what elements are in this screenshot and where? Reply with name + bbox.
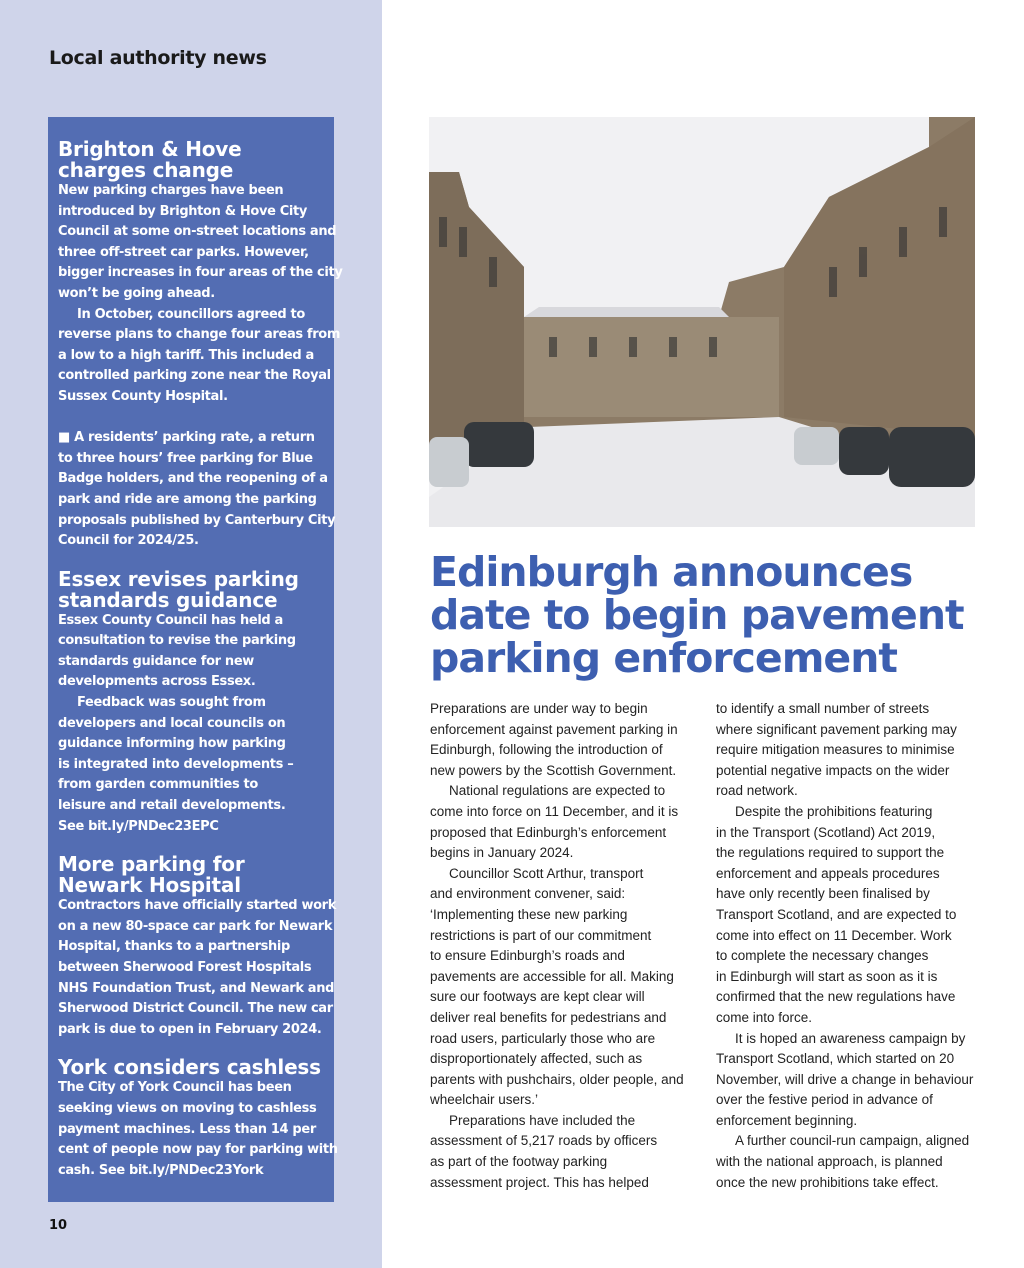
- text-line: ■ A residents’ parking rate, a return: [58, 430, 315, 446]
- headline-line: Edinburgh announces: [430, 548, 913, 596]
- text-line: Edinburgh, following the introduction of: [430, 742, 663, 758]
- text-line: in Edinburgh will start as soon as it is: [716, 968, 938, 984]
- text-line: to complete the necessary changes: [716, 948, 929, 964]
- text-line: The City of York Council has been: [58, 1080, 292, 1096]
- headline-line: date to begin pavement: [430, 591, 964, 639]
- paragraph: [430, 864, 710, 1111]
- text-line: from garden communities to: [58, 777, 258, 793]
- text-line: leisure and retail developments.: [58, 798, 286, 814]
- text-line: in the Transport (Scotland) Act 2019,: [716, 824, 936, 840]
- story-heading: Essex revises parking: [58, 566, 299, 591]
- paragraph: [716, 699, 996, 802]
- text-line: enforcement beginning.: [716, 1112, 858, 1128]
- paragraph: [58, 305, 341, 408]
- text-line: disproportionately affected, such as: [430, 1051, 643, 1067]
- text-line: Preparations are under way to begin: [430, 701, 648, 716]
- paragraph: [58, 1078, 338, 1181]
- text-line: Sussex County Hospital.: [58, 388, 228, 404]
- text-line: It is hoped an awareness campaign by: [735, 1030, 966, 1046]
- story-heading: standards guidance: [58, 587, 278, 612]
- paragraph: [58, 896, 337, 1040]
- story-heading: charges change: [58, 158, 234, 182]
- text-line: enforcement against pavement parking in: [430, 721, 678, 737]
- text-line: standards guidance for new: [58, 653, 254, 669]
- text-line: and environment convener, said:: [430, 886, 626, 902]
- text-line: Preparations have included the: [449, 1112, 636, 1128]
- text-line: wheelchair users.’: [430, 1092, 539, 1108]
- paragraph: [58, 181, 343, 305]
- text-line: begins in January 2024.: [430, 845, 574, 861]
- text-line: sure our footways are kept clear will: [430, 989, 645, 1005]
- text-line: developers and local councils on: [58, 715, 286, 731]
- text-line: confirmed that the new regulations have: [716, 989, 956, 1005]
- text-line: cash. See bit.ly/PNDec23York: [58, 1162, 264, 1178]
- text-line: is integrated into developments –: [58, 756, 294, 772]
- text-line: proposed that Edinburgh’s enforcement: [430, 824, 667, 840]
- story-heading: More parking for: [58, 852, 245, 877]
- text-line: a low to a high tariff. This included a: [58, 347, 314, 363]
- text-line: come into effect on 11 December. Work: [716, 927, 952, 943]
- paragraph: [716, 802, 996, 1029]
- text-line: won’t be going ahead.: [58, 285, 215, 301]
- text-line: to three hours’ free parking for Blue: [58, 450, 313, 466]
- text-line: the regulations required to support the: [716, 845, 945, 861]
- paragraph: [430, 699, 710, 781]
- text-line: Contractors have officially started work: [58, 898, 337, 914]
- text-line: developments across Essex.: [58, 674, 256, 690]
- sidebar: [0, 0, 382, 1268]
- text-line: enforcement and appeals procedures: [716, 865, 940, 881]
- text-line: as part of the footway parking: [430, 1154, 608, 1170]
- text-line: require mitigation measures to minimise: [716, 742, 955, 758]
- section-title: Local authority news: [49, 47, 267, 69]
- text-line: Council for 2024/25.: [58, 533, 199, 549]
- text-line: assessment of 5,217 roads by officers: [430, 1133, 658, 1149]
- text-line: once the new prohibitions take effect.: [716, 1174, 939, 1190]
- text-line: consultation to revise the parking: [58, 633, 296, 649]
- text-line: Transport Scotland, which started on 20: [716, 1051, 955, 1067]
- text-line: proposals published by Canterbury City: [58, 512, 336, 528]
- news-story: [58, 566, 326, 838]
- text-line: Transport Scotland, and are expected to: [716, 906, 957, 922]
- paragraph: [58, 693, 326, 837]
- text-line: to ensure Edinburgh’s roads and: [430, 948, 625, 964]
- text-line: Feedback was sought from: [77, 695, 266, 711]
- text-line: pavements are accessible for all. Making: [430, 968, 674, 984]
- text-line: A further council-run campaign, aligned: [735, 1133, 970, 1149]
- text-line: come into force.: [716, 1009, 813, 1025]
- text-line: cent of people now pay for parking with: [58, 1142, 338, 1158]
- story-heading: York considers cashless: [58, 1055, 321, 1080]
- text-line: reverse plans to change four areas from: [58, 327, 341, 343]
- paragraph: [716, 1131, 996, 1193]
- text-line: Hospital, thanks to a partnership: [58, 939, 290, 955]
- text-line: In October, councillors agreed to: [77, 306, 305, 322]
- page-number: 10: [49, 1218, 68, 1233]
- news-story: [58, 1055, 338, 1181]
- text-line: See bit.ly/PNDec23EPC: [58, 818, 219, 834]
- text-line: new powers by the Scottish Government.: [430, 762, 677, 778]
- article-column-2: [716, 699, 996, 1193]
- text-line: over the festive period in advance of: [716, 1092, 933, 1108]
- paragraph: [716, 1029, 996, 1132]
- text-line: payment machines. Less than 14 per: [58, 1121, 316, 1137]
- paragraph: [58, 611, 326, 693]
- text-line: parents with pushchairs, older people, and: [430, 1071, 684, 1087]
- story-heading: Brighton & Hove: [58, 137, 242, 161]
- text-line: have only recently been finalised by: [716, 886, 930, 902]
- text-line: on a new 80-space car park for Newark: [58, 918, 333, 934]
- text-line: come into force on 11 December, and it is: [430, 803, 679, 819]
- text-line: Essex County Council has held a: [58, 612, 283, 628]
- text-line: Despite the prohibitions featuring: [735, 803, 933, 819]
- article-headline: [430, 548, 964, 682]
- text-line: bigger increases in four areas of the city: [58, 265, 343, 281]
- text-line: ‘Implementing these new parking: [430, 906, 628, 922]
- text-line: Council at some on-street locations and: [58, 224, 337, 240]
- text-line: Councillor Scott Arthur, transport: [449, 865, 644, 881]
- article-column-1: [430, 699, 710, 1193]
- text-line: road network.: [716, 783, 798, 799]
- text-line: where significant pavement parking may: [716, 721, 957, 737]
- paragraph: [430, 781, 710, 863]
- text-line: between Sherwood Forest Hospitals: [58, 960, 312, 975]
- text-line: to identify a small number of streets: [716, 701, 930, 716]
- text-line: November, will drive a change in behaviour: [716, 1071, 974, 1087]
- paragraph: [58, 428, 336, 552]
- text-line: park is due to open in February 2024.: [58, 1021, 322, 1037]
- news-story: [58, 852, 337, 1040]
- text-line: restrictions is part of our commitment: [430, 927, 652, 943]
- spacer: [58, 408, 326, 429]
- text-line: park and ride are among the parking: [58, 491, 317, 507]
- text-line: Sherwood District Council. The new car: [58, 1001, 333, 1017]
- text-line: seeking views on moving to cashless: [58, 1100, 317, 1116]
- edinburgh-street-photo: [429, 117, 975, 527]
- story-heading: Newark Hospital: [58, 873, 241, 898]
- text-line: assessment project. This has helped: [430, 1174, 649, 1190]
- news-box: [48, 117, 343, 1202]
- text-line: three off-street car parks. However,: [58, 244, 309, 260]
- text-line: potential negative impacts on the wider: [716, 762, 950, 778]
- text-line: controlled parking zone near the Royal: [58, 368, 331, 384]
- headline-line: parking enforcement: [430, 634, 898, 682]
- text-line: road users, particularly those who are: [430, 1030, 656, 1046]
- text-line: Badge holders, and the reopening of a: [58, 471, 328, 487]
- text-line: with the national approach, is planned: [716, 1154, 943, 1170]
- news-story: [58, 137, 343, 552]
- text-line: New parking charges have been: [58, 183, 284, 198]
- paragraph: [430, 1111, 710, 1193]
- text-line: deliver real benefits for pedestrians and: [430, 1009, 667, 1025]
- text-line: NHS Foundation Trust, and Newark and: [58, 980, 335, 996]
- text-line: National regulations are expected to: [449, 783, 666, 799]
- text-line: guidance informing how parking: [58, 736, 286, 752]
- text-line: introduced by Brighton & Hove City: [58, 203, 308, 219]
